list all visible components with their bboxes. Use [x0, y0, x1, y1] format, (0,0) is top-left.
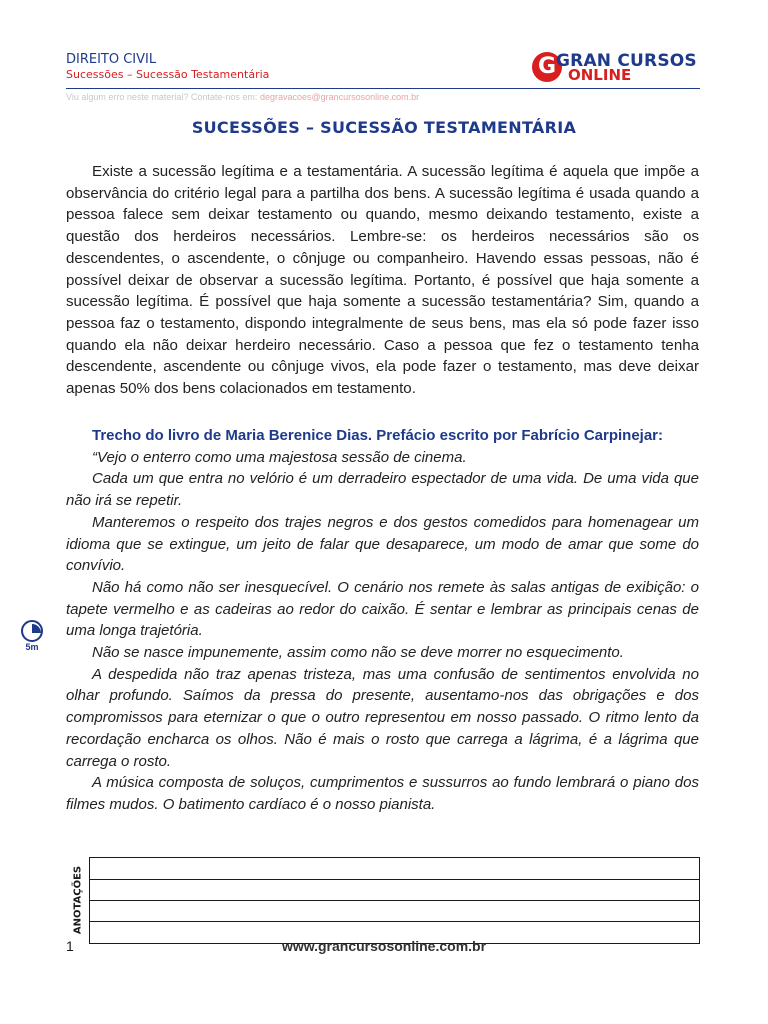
notes-line	[90, 921, 699, 922]
notes-line	[90, 879, 699, 880]
excerpt-paragraph: Manteremos o respeito dos trajes negros e dos gestos comedidos para homenagear um idioma que se extingue, um jeito de falar que desaparece, um modo de amar que some do convívio.	[66, 513, 699, 575]
excerpt-paragraph: “Vejo o enterro como uma majestosa sessão de cinema.	[92, 448, 467, 466]
timer-icon	[21, 620, 43, 642]
footer-url-link[interactable]: www.grancursosonline.com.br	[281, 938, 487, 954]
gran-cursos-logo	[532, 52, 700, 84]
excerpt-paragraph: A música composta de soluços, cumprimentos e sussurros ao fundo lembrará o piano dos filmes mudos. O batimento cardíaco é o nosso pianista.	[66, 774, 699, 813]
header-divider	[66, 88, 700, 89]
excerpt-paragraph: Não se nasce impunemente, assim como não se deve morrer no esquecimento.	[92, 644, 624, 662]
topic-label: Sucessões – Sucessão Testamentária	[66, 68, 270, 81]
timer-label: 5m	[25, 642, 39, 652]
logo-text-top: GRAN CURSOS	[556, 51, 697, 71]
notes-label-text: ANOTAÇÕES	[72, 865, 84, 935]
book-excerpt	[66, 425, 699, 816]
page-number: 1	[66, 938, 74, 954]
contact-note	[66, 92, 419, 102]
excerpt-paragraph: A despedida não traz apenas tristeza, mas uma confusão de sentimentos envolvida no olhar profundo. Saímos da pressa do presente, ausentamo-nos das obrigações e dos compromissos para eternizar o que o outro representou em nosso passado. O ritmo lento da recordação encharca os olhos. Não é mais o rosto que carrega a lágrima, é a lágrima que carrega o rosto.	[66, 665, 699, 770]
excerpt-paragraph: Não há como não ser inesquecível. O cenário nos remete às salas antigas de exibição: o tapete vermelho e as cadeiras ao redor do caixão. É sentar e lembrar as principais cenas de uma longa trajetória.	[66, 578, 699, 640]
notes-line	[90, 900, 699, 901]
contact-email-link[interactable]: degravacoes@grancursosonline.com.br	[259, 92, 420, 102]
notes-box	[89, 857, 700, 944]
excerpt-paragraph: Cada um que entra no velório é um derradeiro espectador de uma vida. De uma vida que não irá se repetir.	[66, 470, 699, 510]
subject-label: DIREITO CIVIL	[66, 52, 157, 67]
timer-fill	[32, 624, 41, 633]
logo-text-bottom: ONLINE	[568, 66, 632, 84]
page-header	[66, 52, 700, 90]
intro-paragraph: Existe a sucessão legítima e a testamentária. A sucessão legítima é aquela que impõe a observância do critério legal para a partilha dos bens. A sucessão legítima é usada quando a pessoa falece sem deixar testamento ou quando, mesmo deixando testamento, existe a questão dos herdeiros necessários. Lembre-se: os herdeiros necessários são os descendentes, o ascendente, o cônjuge ou companheiro. Havendo essas pessoas, não é possível deixar de observar a sucessão legítima. Portanto, é possível que haja somente a sucessão legítima. É possível que haja somente a sucessão testamentária? Sim, quando a pessoa faz o testamento, dispondo integralmente de seus bens, mas ela só pode fazer isso quando ela não deixar herdeiro necessário. Caso a pessoa que fez o testamento tenha descendente, ascendente ou cônjuge vivos, ela pode fazer o testamento, mas deve deixar apenas 50% dos bens colacionados em testamento.	[66, 163, 699, 398]
page-title: SUCESSÕES – SUCESSÃO TESTAMENTÁRIA	[191, 118, 577, 137]
excerpt-heading: Trecho do livro de Maria Berenice Dias. Prefácio escrito por Fabrício Carpinejar:	[92, 427, 664, 444]
contact-text: Viu algum erro neste material? Contate-nos em:	[66, 92, 258, 102]
logo-letter: G	[537, 54, 557, 79]
